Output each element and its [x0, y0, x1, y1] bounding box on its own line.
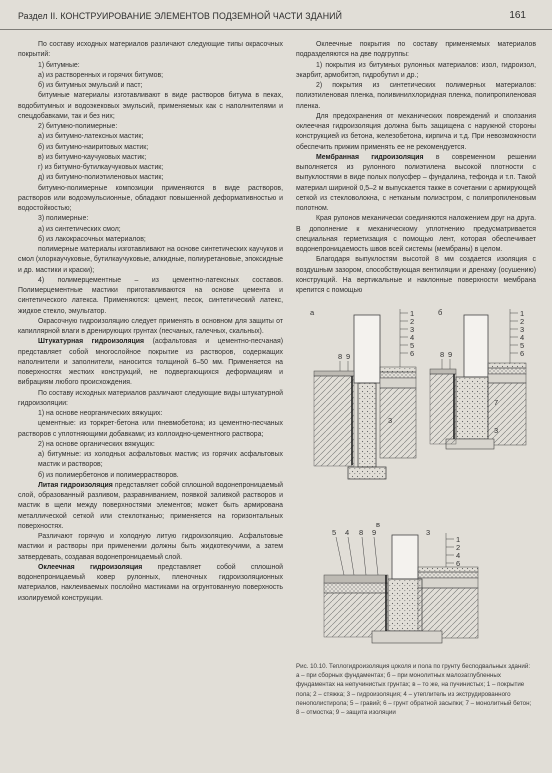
- paragraph: [18, 173, 283, 183]
- paragraph: [296, 153, 536, 215]
- paragraph: [18, 481, 283, 532]
- paragraph: [18, 61, 283, 71]
- paragraph-text: а) из растворенных и горячих битумов;: [38, 71, 164, 79]
- backfill-v: [418, 588, 478, 638]
- paragraph: [296, 214, 536, 255]
- callout-a-2: 2: [410, 317, 415, 326]
- monolithic-foundation-b: [456, 377, 488, 439]
- callout-v-3: 3: [426, 528, 431, 537]
- callout-b-3-low: 3: [494, 426, 499, 435]
- paragraph-term: Мембранная гидроизоляция: [316, 153, 424, 161]
- paragraph: [18, 71, 283, 81]
- paragraph-text: а) битумные: из холодных асфальтовых мастик; из горячих асфальтовых мастик и растворов;: [38, 451, 283, 469]
- insulation-v: [418, 572, 478, 578]
- paragraph-text: 2) битумно-полимерные:: [38, 123, 118, 130]
- callout-b-3: 3: [520, 325, 525, 334]
- foundation-v: [388, 579, 422, 631]
- paragraph: [18, 91, 283, 122]
- paragraph-text: Различают горячую и холодную литую гидроизоляцию. Асфальтовые мастики и растворы при применении должны быть жидкотекучими, а затем затвердевать, создавая водонепроницаемый слой.: [18, 533, 283, 561]
- callout-a-9: 9: [346, 352, 351, 361]
- paragraph-text: Благодаря выпуклостям высотой 8 мм создается изоляция с воздушным зазором, способствующая вентиляции и дренажу (осушению) конструкций. На вертикальные и наклонные поверхности мембрана крепится с помощью: [296, 256, 536, 294]
- paragraph: [18, 132, 283, 142]
- paragraph: [18, 225, 283, 235]
- callout-v-4: 4: [456, 551, 461, 560]
- paragraph: [18, 184, 283, 215]
- paragraph: [296, 81, 536, 112]
- callout-v-6: 6: [456, 559, 461, 568]
- backfill-b: [488, 383, 526, 445]
- paragraph-text: б) из битумно-наиритовых мастик;: [38, 143, 149, 151]
- paragraph: [296, 255, 536, 296]
- paragraph-text: Края рулонов механически соединяются наложением друг на друга. В дополнение к механическому уплотнению предусматривается специальная герметизация с помощью лент, которая обеспечивает водонепроницаемость швов всей системы (мембраны) в целом.: [296, 215, 536, 253]
- callout-v-5: 5: [332, 528, 337, 537]
- ground-v: [324, 593, 388, 637]
- paragraph-text: 1) битумные:: [38, 61, 80, 69]
- running-header: [0, 0, 552, 31]
- gravel-a: [380, 378, 416, 388]
- paragraph-text: д) из битумно-полиэтиленовых мастик;: [38, 174, 164, 182]
- callout-b-8: 8: [440, 350, 445, 359]
- section-title: Раздел II. КОНСТРУИРОВАНИЕ ЭЛЕМЕНТОВ ПОДЗЕМНОЙ ЧАСТИ ЗДАНИЙ: [18, 11, 343, 21]
- plinth-wall-a: [354, 315, 380, 383]
- paragraph-text: Окрасочную гидроизоляцию следует применять в основном для защиты от капиллярной влаги в дренирующих грунтах (песчаных, галечных, скальных).: [18, 317, 283, 335]
- paragraph-term: Штукатурная гидроизоляция: [38, 338, 144, 346]
- callout-b-7: 7: [494, 398, 499, 407]
- panel-label-v: в: [376, 520, 380, 529]
- caption-legend: а – при сборных фундаментах; б – при монолитных малозаглубленных фундаментах на непучинистых грунтах; в – то же, на пучинистых; 1 – покрытие пола; 2 – стяжка; 3 – гидроизоляция; 4 – утеплитель из экструдированного пенополистирола; 5 – гравий; 6 – грунт обратной засыпки; 7 – монолитный бетон; 8 – отмостка; 9 – защита изоляции: [296, 672, 532, 717]
- callout-a-4: 4: [410, 333, 415, 342]
- paragraph: [18, 143, 283, 153]
- paragraph-text: представляет собой сплошной водонепроницаемый ковер рулонных, пленочных гидроизоляционных материалов, наклеиваемых послойно мастиками на огрунтованную поверхность изолируемой конструкции.: [18, 563, 284, 602]
- paragraph-text: Оклеечные покрытия по составу применяемых материалов подразделяются на две подгруппы:: [296, 41, 536, 59]
- backfill-a: [380, 388, 416, 458]
- ground-a: [314, 376, 354, 466]
- insulation-a: [380, 372, 416, 378]
- paragraph-text: б) из битумных эмульсий и паст;: [38, 82, 143, 89]
- paragraph-text: цементные: из торкрет-бетона или пневмобетона; из цементно-песчаных растворов с уплотняющими добавками; из коллоидно-цементного раствора;: [18, 420, 283, 438]
- right-text-column: [296, 40, 536, 296]
- paragraph-text: в современном решении выполняется из рулонного полиэтилена высокой плотности с выпуклостями в виде полых полусфер – фундалина, тефонда и т.п. Такой материал шириной 0,5–2 м выпускается также в сочетании с армирующей сеткой из стекловолокна, с нетканым полиэстром, с полипропиленовым полотном.: [296, 153, 536, 212]
- blind-area-b: [430, 369, 456, 374]
- floor-slab-b: [488, 363, 526, 368]
- paragraph-text: 2) на основе органических вяжущих:: [38, 440, 155, 448]
- callout-b-5: 5: [520, 341, 525, 350]
- paragraph-text: битумные материалы изготавливают в виде растворов битума в пеках, водобитумных и водоэкековых эмульсий, применяемых как с наполнителями и спецдобавками, так и без них;: [18, 92, 283, 120]
- panel-label-a: а: [310, 308, 315, 317]
- callout-a-6: 6: [410, 349, 415, 358]
- paragraph: [18, 40, 283, 61]
- ground-b: [430, 374, 456, 444]
- panel-label-b: б: [438, 308, 443, 317]
- paragraph-text: полимерные материалы изготавливают на основе синтетических каучуков и смол (хлоркаучуковые, бутилкаучуковые, алкидные, полиуретановые, эпоксидные и др. мастики и краски);: [18, 246, 283, 274]
- callout-a-1: 1: [410, 309, 415, 318]
- floor-slab-v: [418, 567, 478, 572]
- paragraph-text: 4) полимерцементные – из цементно-латексных составов. Полимерцементные мастики приготавливаются на основе цемента и синтетического латекса. Применяются: цемент, песок, синтетический латекс, жидкое стекло, эмульгатор.: [18, 276, 283, 315]
- paragraph-text: 3) полимерные:: [38, 215, 89, 223]
- figure-10-10-v: [296, 517, 540, 662]
- paragraph: [18, 214, 283, 224]
- callout-v-2: 2: [456, 543, 461, 552]
- paragraph: [18, 471, 283, 481]
- callout-v-8: 8: [359, 528, 364, 537]
- callout-v-1: 1: [456, 535, 461, 544]
- paragraph-text: Для предохранения от механических повреждений и сползания оклеечная гидроизоляция должна быть защищена с наружной стороны конструкцией из бетона, железобетона, кирпича и т.д. При невозможности обеспечить прижим применять ее не рекомендуется.: [296, 112, 536, 151]
- paragraph-text: По составу исходных материалов различают следующие виды штукатурной гидроизоляции:: [18, 389, 283, 407]
- paragraph: [18, 122, 283, 132]
- paragraph: [18, 440, 283, 450]
- paragraph: [296, 112, 536, 153]
- callout-b-9: 9: [448, 350, 453, 359]
- paragraph-text: г) из битумно-бутилкаучуковых мастик;: [38, 164, 164, 171]
- figure-bottom-panel: [296, 517, 540, 662]
- paragraph-text: а) из синтетических смол;: [38, 225, 121, 233]
- paragraph: [18, 450, 283, 471]
- paragraph: [18, 409, 283, 419]
- paragraph-term: Литая гидроизоляция: [38, 481, 113, 489]
- paragraph: [18, 81, 283, 91]
- callout-a-3-inner: 3: [388, 416, 393, 425]
- paragraph: [18, 317, 283, 338]
- gravel-b: [488, 374, 526, 383]
- paragraph-text: (асфальтовая и цементно-песчаная) представляет собой многослойное покрытие из растворов, содержащих наполнители и заполнители, наносится толщиной 6–50 мм. Применяется на поверхностях жестких конструкций, не подвергающихся деформациям и вибрациям любого происхождения.: [18, 338, 283, 387]
- paragraph: [18, 563, 283, 604]
- callout-b-1: 1: [520, 309, 525, 318]
- blind-area-v: [324, 575, 388, 583]
- paragraph: [18, 163, 283, 173]
- figure-caption: [296, 662, 536, 717]
- paragraph-text: 1) на основе неорганических вяжущих:: [38, 410, 163, 417]
- callout-v-9: 9: [372, 528, 377, 537]
- blind-area-a: [314, 371, 354, 376]
- paragraph-text: 1) покрытия из битумных рулонных материалов: изол, гидроизол, экарбит, армобитэп, гидробутил и др.;: [296, 61, 536, 79]
- paragraph: [18, 276, 283, 317]
- figure-10-10-ab: [296, 305, 540, 517]
- paragraph: [296, 40, 536, 61]
- paragraph: [18, 245, 283, 276]
- callout-b-4: 4: [520, 333, 525, 342]
- figure-top-panels: [296, 305, 540, 517]
- floor-slab-a: [380, 367, 416, 372]
- footing-a: [348, 467, 386, 479]
- gravel-bed-v: [372, 631, 442, 643]
- paragraph: [18, 419, 283, 440]
- callout-a-3: 3: [410, 325, 415, 334]
- callout-a-5: 5: [410, 341, 415, 350]
- page-number: 161: [509, 10, 526, 21]
- callout-b-6: 6: [520, 349, 525, 358]
- callout-a-8: 8: [338, 352, 343, 361]
- paragraph-text: битумно-полимерные композиции применяются в виде растворов, растворов или водоэмульсионные, обладают повышенной деформативностью и водостойкостью;: [18, 184, 283, 212]
- paragraph-text: б) из лакокрасочных материалов;: [38, 235, 146, 243]
- paragraph-text: По составу исходных материалов различают следующие типы окрасочных покрытий:: [18, 41, 283, 59]
- paragraph: [296, 61, 536, 82]
- paragraph: [18, 532, 283, 563]
- caption-title: Рис. 10.10. Теплогидроизоляция цоколя и пола по грунту бесподвальных зданий:: [296, 663, 531, 670]
- callout-b-2: 2: [520, 317, 525, 326]
- plinth-wall-b: [464, 315, 488, 377]
- paragraph: [18, 153, 283, 163]
- gravel-v: [418, 578, 478, 588]
- foundation-block-a: [358, 383, 376, 467]
- paragraph: [18, 389, 283, 410]
- insulation-b: [488, 368, 526, 374]
- callout-v-4-top: 4: [345, 528, 350, 537]
- paragraph: [18, 337, 283, 388]
- paragraph-text: 2) покрытия из синтетических полимерных материалов: полиэтиленовая пленка, поливинилхлоридная пленка, полипропиленовая пленка.: [296, 82, 536, 110]
- paragraph: [18, 235, 283, 245]
- paragraph-text: представляет собой сплошной водонепроницаемый слой, образованный разливом, разравниванием, появкой заливкой растворов и мастик в щели между поверхностями элементов; может быть армирована металлической сеткой или стеклотканью; применяется на горизонтальных поверхностях.: [18, 481, 283, 530]
- paragraph-term: Оклеечная гидроизоляция: [38, 563, 143, 571]
- horizontal-insulation-v: [324, 583, 388, 593]
- paragraph-text: в) из битумно-каучуковых мастик;: [38, 153, 147, 161]
- left-text-column: [18, 40, 283, 604]
- paragraph-text: б) из полимербетонов и полимеррастворов.: [38, 471, 179, 479]
- paragraph-text: а) из битумно-латексных мастик;: [38, 133, 144, 141]
- header-rule: [0, 29, 552, 30]
- plinth-wall-v: [392, 535, 418, 579]
